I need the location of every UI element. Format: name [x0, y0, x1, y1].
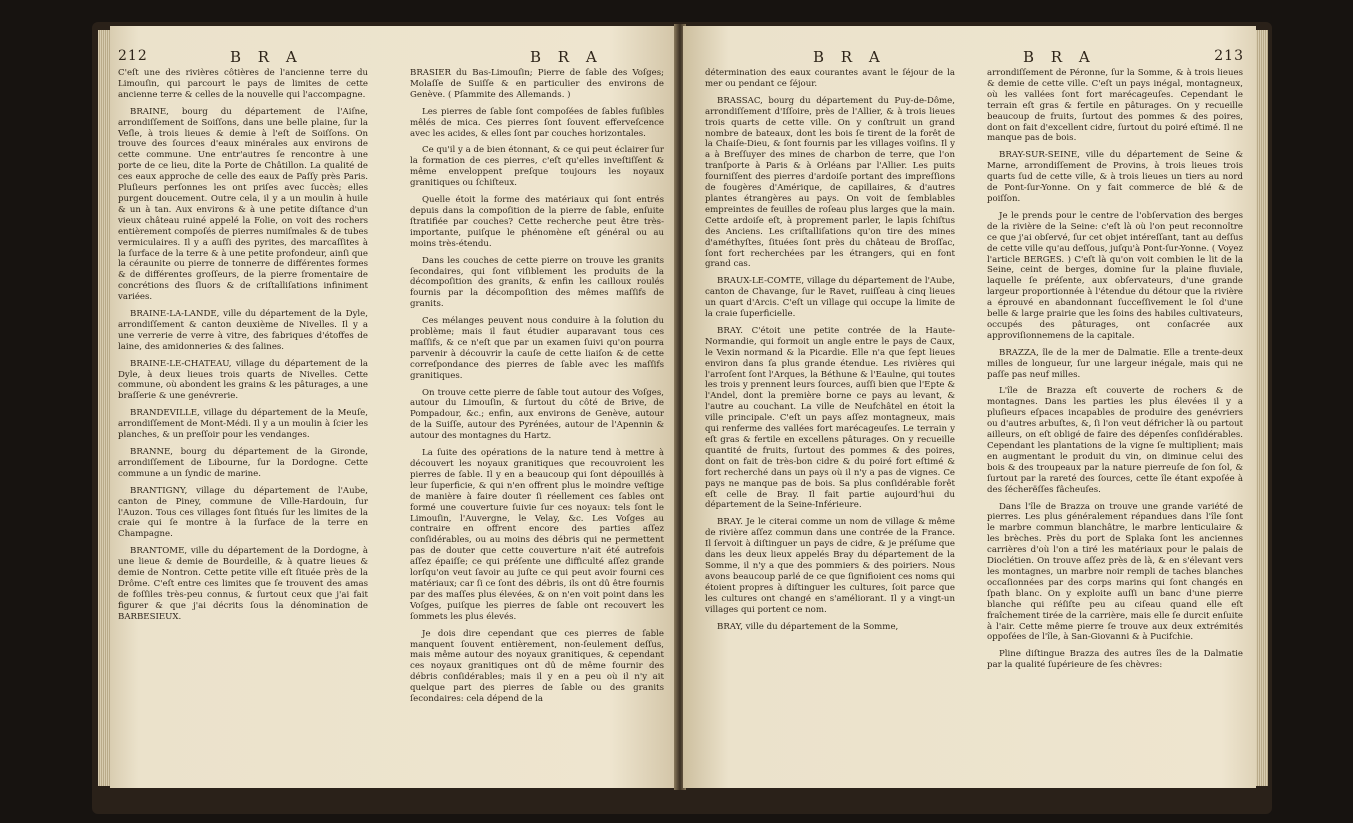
entry-braine: BRAINE, bourg du département de l'Aiſne, arrondiſſement de Soiſſons, dans une belle plaine, ſur la Veſle, à trois lieues & demie à l'eſt de Soiſſons. On trouve des ſources d'eaux minérales aux environs de cette commune. Une entr'autres ſe rencontre à une porte de ce lieu, dite la Porte de Châtillon. La qualité de ces eaux approche de celle des eaux de Paſſy près Paris. Pluſieurs perſonnes les ont priſes avec ſuccès; elles purgent doucement. Outre cela, il y a un moulin à huile & un à tan. Aux environs & à une petite diſtance d'un vieux château ruiné appelé la Folie, on voit des rochers entièrement compoſés de pierres numiſmales & de tubes vermiculaires. Il y a auſſi des pyrites, des marcaſſites à la ſurface de la terre & à une petite profondeur, ainſi que la céraunite ou pierre de tonnerre de différentes formes & de différentes groſſeurs, de la pierre ſromentaire de concrétions des ſluors & de criſtalliſations infiniment variées. [118, 106, 368, 303]
paragraph: L'île de Brazza eſt couverte de rochers & de montagnes. Dans les parties les plus élevées il y a pluſieurs eſpaces incapables de produire des genévriers ou d'autres arbuſtes, &, ſi l'on veut défricher là ou partout ailleurs, on eſt obligé de faire des dépenſes conſidérables. Cependant les plantations de la vigne ſe multiplient; mais en augmentant le produit du vin, on diminue celui des bois & des troupeaux par la nature pierreuſe de ſon ſol, & ſurtout par la rareté des ſources, cette île étant expoſée à des ſécherëſſes fâcheuſes. [987, 386, 1243, 495]
paragraph: Dans les couches de cette pierre on trouve les granits ſecondaires, qui ſont viſiblement les produits de la décompoſition des granits, & enfin les cailloux roulés fournis par la décompoſition des mêmes maſſifs de granits. [410, 255, 664, 310]
left-page [110, 26, 678, 788]
entry-bray: BRAY. C'étoit une petite contrée de la Haute-Normandie, qui formoit un angle entre le pays de Caux, le Vexin normand & la Picardie. Elle n'a que ſept lieues environ dans ſa plus grande étendue. Les rivières qui l'arroſent ſont l'Arques, la Béthune & l'Eaulne, qui toutes les trois y prennent leurs ſources, auſſi bien que l'Epte & l'Andel, dont la première borne ce pays au levant, & l'autre au couchant. La ville de Neufchâtel en étoit la ville principale. C'eſt un pays aſſez montagneux, mais qui renferme des vallées fort marécageuſes. Le terrain y eſt gras & fertile en excellens pâturages. On y recueille quantité de fruits, ſurtout des pommes & des poires, dont on fait de très-bon cidre & du poiré fort eſtimé & fort recherché dans un pays où il n'y a pas de vignes. Ce pays ne manque pas de bois. Sa plus conſidérable forêt eſt celle de Bray. Il fait partie aujourd'hui du département de la Seine-Inférieure. [705, 325, 955, 511]
entry-bray-2: BRAY. Je le citerai comme un nom de village & même de rivière aſſez commun dans une contrée de la France. Il ſervoit à diſtinguer un pays de cidre, & je préſume que dans les deux lieux appelés Bray du département de la Somme, il n'y a que des pommiers & des poiriers. Nous avons beaucoup parlé de ce que ſignifioient ces noms qui étoient propres à diſtinguer les cultures, ſoit parce que les cultures ont changé en s'améliorant. Il y a vingt-un villages qui portent ce nom. [705, 517, 955, 615]
paragraph: C'eſt une des rivières côtières de l'ancienne terre du Limouſin, qui parcourt le pays de limites de cette ancienne terre & celles de la nouvelle qui l'accompagne. [118, 68, 368, 100]
entry-braine-la-lande: BRAINE-LA-LANDE, ville du département de la Dyle, arrondiſſement & canton deuxième de Nivelles. Il y a une verrerie de verre à vitre, des fabriques d'étoffes de laine, des amidonneries & des ſalines. [118, 309, 368, 352]
entry-braine-le-chateau: BRAINE-LE-CHATEAU, village du département de la Dyle, à deux lieues trois quarts de Nivelles. Cette commune, où abondent les grains & les pâturages, a une braſſerie & une genévrerie. [118, 358, 368, 402]
running-head: B R A [230, 48, 303, 66]
paragraph: détermination des eaux courantes avant le ſéjour de la mer ou pendant ce ſéjour. [705, 68, 955, 89]
running-head: B R A [1023, 48, 1096, 66]
paragraph: arrondiſſement de Péronne, ſur la Somme, & à trois lieues & demie de cette ville. C'eſt un pays inégal, montagneux, où les vallées ſont fort marécageuſes. Cependant le terrain eſt gras & fertile en pâturages. On y recueille beaucoup de fruits, ſurtout des pommes & des poires, dont on fait d'excellent cidre, ſurtout du poiré eſtimé. Il ne manque pas de bois. [987, 68, 1243, 144]
paragraph: Ces mélanges peuvent nous conduire à la ſolution du problème; mais il faut étudier auparavant tous ces maſſifs, & ce n'eſt que par un examen ſuivi qu'on pourra parvenir à découvrir la cauſe de cette liaiſon & de cette correſpondance des pierres de ſable avec les maſſifs granitiques. [410, 316, 664, 381]
entry-bray-3: BRAY, ville du département de la Somme, [717, 621, 899, 632]
paragraph: Je dois dire cependant que ces pierres de ſable manquent ſouvent entièrement, non-ſeulement deſſus, mais même autour des noyaux granitiques, & cependant ces noyaux granitiques ont dû de même fournir des débris conſidérables; mais il y en a peu où il n'y ait quelque part des pierres de ſable ou des granits ſecondaires: cela dépend de la [410, 628, 664, 705]
entry-brantome: BRANTOME, ville du département de la Dordogne, à une lieue & demie de Bourdeille, & à quatre lieues & demie de Nontron. Cette petite ville eſt ſituée près de la Drôme. C'eſt entre ces limites que ſe trouvent des amas de foſſiles très-peu connus, & ſurtout ceux que j'ai fait figurer & que j'ai décrits ſous la dénomination de BARBESIEUX. [118, 546, 368, 622]
paragraph: Je le prends pour le centre de l'obſervation des berges de la rivière de la Seine: c'eſt là où l'on peut reconnoître ce que j'ai obſervé, ſur cet objet intéreſſant, tant au deſſus de cette ville qu'au deſſous, juſqu'à Pont-ſur-Yonne. ( Voyez l'article BERGES. ) C'eſt là qu'on voit combien le lit de la Seine, ceint de berges, domine ſur la plaine fluviale, laquelle ſe préſente, aux obſervateurs, d'une grande largeur proportionnée à l'étendue du détour que la rivière a éprouvé en abandonnant ſucceſſivement le ſol d'une belle & large prairie que les ſoins des habiles cultivateurs, occupés des pâturages, ont conſacrée aux approviſionnemens de la capitale. [987, 210, 1243, 341]
entry-brantigny: BRANTIGNY, village du département de l'Aube, canton de Piney, commune de Ville-Hardouin, ſur l'Auzon. Tous ces villages ſont ſitués ſur les limites de la craie qui ſe montre à la ſurface de la terre en Champagne. [118, 485, 368, 540]
entry-brassac: BRASSAC, bourg du département du Puy-de-Dôme, arrondiſſement d'Iſſoire, près de l'Allier, & à trois lieues trois quarts de cette ville. On y conſtruit un grand nombre de bateaux, dont les bois ſe tirent de la forêt de la Chaiſe-Dieu, & ſont fournis par les villages voiſins. Il y a à Breſſuyer des mines de charbon de terre, que l'on tranſporte à Paris & à Orléans par l'Allier. Les puits fourniſſent des pierres d'ardoiſe portant des impreſſions de fougères d'Amérique, de capillaires, & d'autres plantes étrangères au pays. On voit de ſemblables empreintes de feuilles de roſeau plus larges que la main. Cette ardoiſe eſt, à proprement parler, le lapis ſchiſtus des Anciens. Les criſtalliſations qu'on tire des mines d'améthyſtes, ſituées ſont près du château de Broſſac, ſont fort recherchées par les étrangers, qui en font grand cas. [705, 95, 955, 270]
paragraph: Ce qu'il y a de bien étonnant, & ce qui peut éclairer ſur la formation de ces pierres, c'eſt qu'elles inveſtiſſent & même enveloppent preſque toujours les noyaux granitiques ou ſchiſteux. [410, 145, 664, 189]
paragraph: On trouve cette pierre de ſable tout autour des Voſges, autour du Limouſin, & ſurtout du côté de Brive, de Pompadour, &c.; enfin, aux environs de Genève, autour de la Suiſſe, autour des Pyrénées, autour de l'Apennin & autour des montagnes du Hartz. [410, 387, 664, 442]
running-head: B R A [813, 48, 886, 66]
entry-brandeville: BRANDEVILLE, village du département de la Meuſe, arrondiſſement de Mont-Médi. Il y a un moulin à ſcier les planches, & un preſſoir pour les vendanges. [118, 408, 368, 441]
right-column-2 [987, 68, 1243, 677]
running-head: B R A [530, 48, 603, 66]
left-column-1 [118, 68, 368, 629]
left-page-header [110, 48, 678, 66]
entry-branne: BRANNE, bourg du département de la Gironde, arrondiſſement de Libourne, ſur la Dordogne. Cette commune a un ſyndic de marine. [118, 447, 368, 479]
right-page [683, 26, 1256, 788]
page-number: 213 [1214, 48, 1244, 64]
left-page-edges [98, 30, 110, 786]
right-page-header [683, 48, 1256, 66]
entry-braux-le-comte: BRAUX-LE-COMTE, village du département de l'Aube, canton de Chavange, ſur le Ravet, ruiſſeau à cinq lieues un quart d'Arcis. C'eſt un village qui occupe la limite de la craie ſuperficielle. [705, 276, 955, 320]
paragraph: BRASIER du Bas-Limouſin; Pierre de ſable des Voſges; Molaſſe de Suiſſe & en particulier des environs de Genève. ( Pſammite des Allemands. ) [410, 68, 664, 100]
entry-bray-sur-seine: BRAY-SUR-SEINE, ville du département de Seine & Marne, arrondiſſement de Provins, à trois lieues trois quarts ſud de cette ville, & à trois lieues un tiers au nord de Pont-ſur-Yonne. On y fait commerce de blé & de poiſſon. [987, 150, 1243, 204]
paragraph: La ſuite des opérations de la nature tend à mettre à découvert les noyaux granitiques que recouvroient les pierres de ſable. Il y en a beaucoup qui ſont dépouillés à leur ſuperficie, & qui n'en offrent plus le moindre veſtige de manière à faire douter ſi réellement ces ſables ont formé une couverture ſuivie ſur ces noyaux: tels ſont le Limouſin, l'Auvergne, le Velay, &c. Les Voſges au contraire en offrent encore des parties aſſez conſidérables, ou au moins des débris qui ne permettent pas de douter que cette couverture n'ait été autrefois aſſez épaiſſe; ce qui préſente une difficulté aſſez grande lorſqu'on veut ſavoir au juſte ce qui peut avoir fourni ces matériaux; car ſi ce ſont des débris, ils ont dû être fournis par des maſſes plus élevées, & on n'en voit point dans les Voſges, puiſque les pierres de ſable ont recouvert les ſommets les plus élevés. [410, 448, 664, 622]
left-column-2 [410, 68, 664, 711]
right-column-1 [705, 68, 955, 638]
entry-brazza: BRAZZA, île de la mer de Dalmatie. Elle a trente-deux milles de longueur, ſur une largeur inégale, mais qui ne paſſe pas neuf milles. [987, 347, 1243, 380]
paragraph: Les pierres de ſable ſont compoſées de ſables fuſibles mêlés de mica. Ces pierres ſont ſouvent efferveſcence avec les acides, & elles ſont par couches horizontales. [410, 106, 664, 139]
paragraph: Pline diſtingue Brazza des autres îles de la Dalmatie par la qualité ſupérieure de ſes chèvres: [987, 649, 1243, 671]
paragraph: Dans l'île de Brazza on trouve une grande variété de pierres. Les plus généralement répandues dans l'île ſont le marbre commun blanchâtre, le marbre lenticulaire & les brèches. Près du port de Splaka ſont les anciennes carrières d'où l'on a tiré les matériaux pour le palais de Dioclétien. On trouve aſſez près de là, & en s'élevant vers les montagnes, un marbre noir rempli de taches blanches occaſionnées par des corps marins qui ſont changés en ſpath blanc. On y exploite auſſi un banc d'une pierre blanche qui réſiſte peu au ciſeau quand elle eſt fraîchement tirée de la carrière, mais elle ſe durcit enſuite à l'air. Cette même pierre ſe trouve aux deux extrémités oppoſées de l'île, à San-Giovanni & à Pucifchie. [987, 501, 1243, 643]
page-number: 212 [118, 48, 148, 64]
paragraph: Quelle étoit la forme des matériaux qui ſont entrés depuis dans la compoſition de la pierre de ſable, enſuite ſtratifiée par couches? Cette recherche peut être très-importante, puiſque le phénomène eſt général ou au moins très-étendu. [410, 195, 664, 249]
right-page-edges [1256, 30, 1268, 786]
